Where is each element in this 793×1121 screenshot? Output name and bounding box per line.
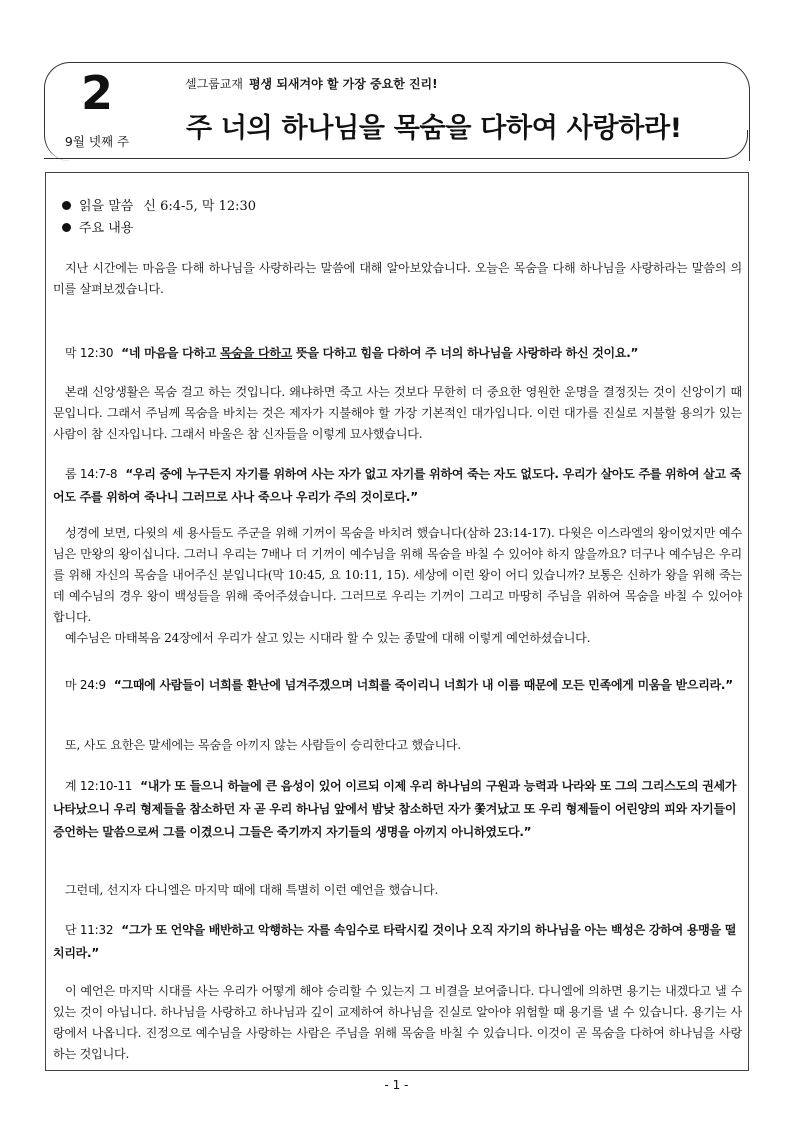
paragraph-matthew-intro: 예수님은 마태복음 24장에서 우리가 살고 있는 시대라 할 수 있는 종말에 대해 이렇게 예언하셨습니다. — [65, 631, 591, 645]
paragraph-davids-warriors: 성경에 보면, 다윗의 세 용사들도 주군을 위해 기꺼이 목숨을 바치려 했습니다(삼하 23:14-17). 다윗은 이스라엘의 왕이었지만 예수님은 만왕의 왕이십니다. 그러니 우리는 7배나 더 기꺼이 예수님을 위해 목숨을 바칠 수 있어야 하지 않을까요? 더구나 예수님은 우리를 위해 자신의 목숨을 내어주신 분입니다(막 10:45, 요 10:11, 15). 세상에 이런 왕이 어디 있습니까? 보통은 신하가 왕을 위해 죽는데 예수님의 경우 왕이 백성들을 위해 죽어주셨습니다. 그러므로 우리는 기꺼이 그리고 마땅히 주님을 위하여 목숨을 바칠 수 있어야 합니다. 예수님은 마태복음 24장에서 우리가 살고 있는 시대라 할 수 있는 종말에 대해 이렇게 예언하셨습니다. — [53, 523, 742, 649]
verse-reference: 롬 14:7-8 — [65, 467, 118, 481]
reading-reference: 신 6:4-5, 막 12:30 — [143, 199, 257, 214]
lesson-number: 2 — [80, 66, 113, 120]
paragraph-conclusion: 이 예언은 마지막 시대를 사는 우리가 어떻게 해야 승리할 수 있는지 그 비결을 보여줍니다. 다니엘에 의하면 용기는 내겠다고 낼 수 있는 것이 아닙니다. 하나님을 사랑하고 하나님과 깊이 교제하여 하나님을 진실로 알아야 위험할 때 용기를 낼 수 있습니다. 용기는 사랑에서 나옵니다. 진정으로 예수님을 사랑하는 사람은 주님을 위해 목숨을 바칠 수 있습니다. 이것이 곧 목숨을 다하여 하나님을 사랑하는 것입니다. — [53, 984, 742, 1061]
verse-romans-14: 롬 14:7-8 “우리 중에 누구든지 자기를 위하여 사는 자가 없고 자기를 위하여 죽는 자도 없도다. 우리가 살아도 주를 위하여 살고 죽어도 주를 위하여 죽나니 그러므로 사나 죽으나 우리가 주의 것이로다.” — [53, 467, 742, 504]
bullet-dot-icon — [62, 201, 71, 210]
underlined-phrase: 목숨을 다하고 — [220, 346, 293, 360]
week-label: 9월 넷째 주 — [64, 134, 130, 149]
verse-reference: 마 24:9 — [65, 678, 106, 692]
verse-matthew-24: 마 24:9 “그때에 사람들이 너희를 환난에 넘겨주겠으며 너희를 죽이리니 너희가 내 이름 때문에 모든 민족에게 미움을 받으리라.” — [65, 678, 733, 692]
verse-reference: 막 12:30 — [65, 346, 114, 360]
bullet-main — [62, 218, 256, 240]
series-name: 셀그룹교재 — [185, 77, 243, 91]
verse-reference: 단 11:32 — [65, 923, 114, 937]
bullet-reading — [62, 196, 256, 218]
header-divider — [44, 158, 704, 159]
verse-revelation-12: 계 12:10-11 “내가 또 들으니 하늘에 큰 음성이 있어 이르되 이제 우리 하나님의 구원과 능력과 나라와 또 그의 그리스도의 권세가 나타났으니 우리 형제들을 참소하던 자 곧 우리 하나님 앞에서 밤낮 참소하던 자가 쫓겨났고 또 우리 형제들이 어린양의 피와 자기들이 증언하는 말씀으로써 그를 이겼으니 그들은 죽기까지 자기들의 생명을 아끼지 아니하였도다.” — [53, 779, 737, 839]
bullet-dot-icon — [62, 223, 71, 232]
main-content-label: 주요 내용 — [79, 221, 134, 236]
page-title: 주 너의 하나님을 목숨을 다하여 사랑하라! — [186, 113, 682, 144]
verse-daniel-11: 단 11:32 “그가 또 언약을 배반하고 악행하는 자를 속임수로 타락시킬 것이나 오직 자기의 하나님을 아는 백성은 강하여 용맹을 떨치리라.” — [53, 923, 737, 960]
bullet-list — [62, 196, 256, 240]
series-line — [185, 75, 438, 92]
paragraph-intro: 지난 시간에는 마음을 다해 하나님을 사랑하라는 말씀에 대해 알아보았습니다. 오늘은 목숨을 다해 하나님을 사랑하라는 말씀의 의미를 살펴보겠습니다. — [53, 261, 742, 296]
paragraph-faith-cost: 본래 신앙생활은 목숨 걸고 하는 것입니다. 왜냐하면 죽고 사는 것보다 무한히 더 중요한 영원한 운명을 결정짓는 것이 신앙이기 때문입니다. 그래서 주님께 목숨을 바치는 것은 제자가 지불해야 할 가장 기본적인 대가입니다. 이런 대가를 진실로 지불할 용의가 있는 사람이 참 신자입니다. 그래서 바울은 참 신자들을 이렇게 묘사했습니다. — [53, 385, 742, 441]
reading-label: 읽을 말씀 — [79, 199, 134, 214]
series-motto: 평생 되새겨야 할 가장 중요한 진리! — [248, 77, 438, 91]
page-number: - 1 - — [384, 1078, 409, 1092]
verse-reference: 계 12:10-11 — [65, 779, 133, 793]
paragraph-john: 또, 사도 요한은 말세에는 목숨을 아끼지 않는 사람들이 승리한다고 했습니다. — [65, 738, 462, 752]
verse-mark-12-30: 막 12:30 “네 마음을 다하고 목숨을 다하고 뜻을 다하고 힘을 다하여 주 너의 하나님을 사랑하라 하신 것이요.” — [65, 346, 639, 360]
paragraph-daniel-intro: 그런데, 선지자 다니엘은 마지막 때에 대해 특별히 이런 예언을 했습니다. — [65, 883, 439, 897]
